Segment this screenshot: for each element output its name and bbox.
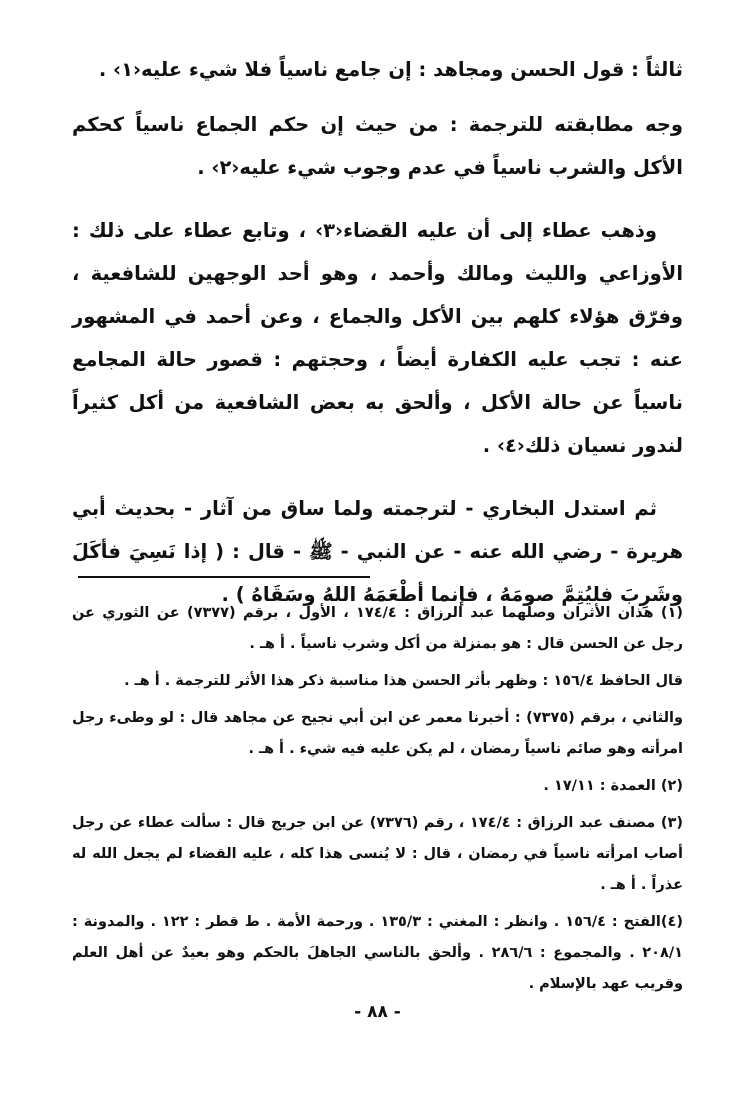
paragraph-text-third: : قول الحسن ومجاهد : إن جامع ناسياً فلا شيء عليه‹١› . [98,58,639,81]
paragraph-text-relevance: : من حيث إن حكم الجماع ناسياً كحكم الأكل والشرب ناسياً في عدم وجوب شيء عليه‹٢› . [72,113,683,179]
footnote-1-hafiz: قال الحافظ ١٥٦/٤ : وظهر بأثر الحسن هذا مناسبة ذكر هذا الأثر للترجمة . أ هـ . [124,673,683,689]
paragraph-heading-relevance: وجه مطابقته للترجمة [468,113,684,136]
paragraph-relevance [72,103,683,189]
footnote-3: (٣) مصنف عبد الرزاق : ١٧٤/٤ ، رقم (٧٣٧٦) عن ابن جريج قال : سألت عطاء عن رجل أصاب امرأته ناسياً في رمضان ، قال : لا يُنسى هذا كله ، عليه القضاء لم يجعل الله له عذراً . أ هـ . [72,815,683,893]
paragraph-third-opinion [72,48,683,91]
paragraph-heading-third: ثالثاً [645,58,683,81]
footnote-1: (١) هذان الأثران وصلهما عبد الرزاق : ١٧٤/٤ ، الأول ، برقم (٧٣٧٧) عن الثوري عن رجل عن الحسن قال : هو بمنزلة من أكل وشرب ناسياً . أ هـ . [72,605,683,652]
page-number: - ٨٨ - [354,1002,401,1022]
paragraph-ata-opinion: وذهب عطاء إلى أن عليه القضاء‹٣› ، وتابع عطاء على ذلك : الأوزاعي والليث ومالك وأحمد ، وهو أحد الوجهين للشافعية ، وفرّق هؤلاء كلهم بين الأكل والجماع ، وعن أحمد في المشهور عنه : تجب عليه الكفارة أيضاً ، وحجتهم : قصور حالة المجامع ناسياً عن حالة الأكل ، وألحق به بعض الشافعية من أكل كثيراً لندور نسيان ذلك‹٤› . [72,219,683,457]
main-text [72,48,683,616]
footnote-2: (٢) العمدة : ١٧/١١ . [543,778,683,794]
footnotes [72,598,683,1006]
paragraph-hadith: ثم استدل البخاري - لترجمته ولما ساق من آثار - بحديث أبي هريرة - رضي الله عنه - عن النبي - ﷺ - قال : ( إذا نَسِيَ فأكَلَ وشَرِبَ فليُتِمَّ صومَهُ ، فإنما أطْعَمَهُ اللهُ وسَقَاهُ ) . [72,497,683,606]
footnote-1-second: والثاني ، برقم (٧٣٧٥) : أخبرنا معمر عن ابن أبي نجيح عن مجاهد قال : لو وطىء رجل امرأته وهو صائم ناسياً رمضان ، لم يكن عليه فيه شيء . أ هـ . [72,710,684,757]
footnote-4: (٤)الفتح : ١٥٦/٤ . وانظر : المغني : ١٣٥/٣ . ورحمة الأمة . ط قطر : ١٢٢ . والمدونة : ٢٠٨/١ . والمجموع : ٢٨٦/٦ . وألحق بالناسي الجاهلَ بالحكم وهو بعيدٌ عن أهل العلم وقريب عهد بالإسلام . [72,914,683,992]
footnote-separator [78,576,370,578]
